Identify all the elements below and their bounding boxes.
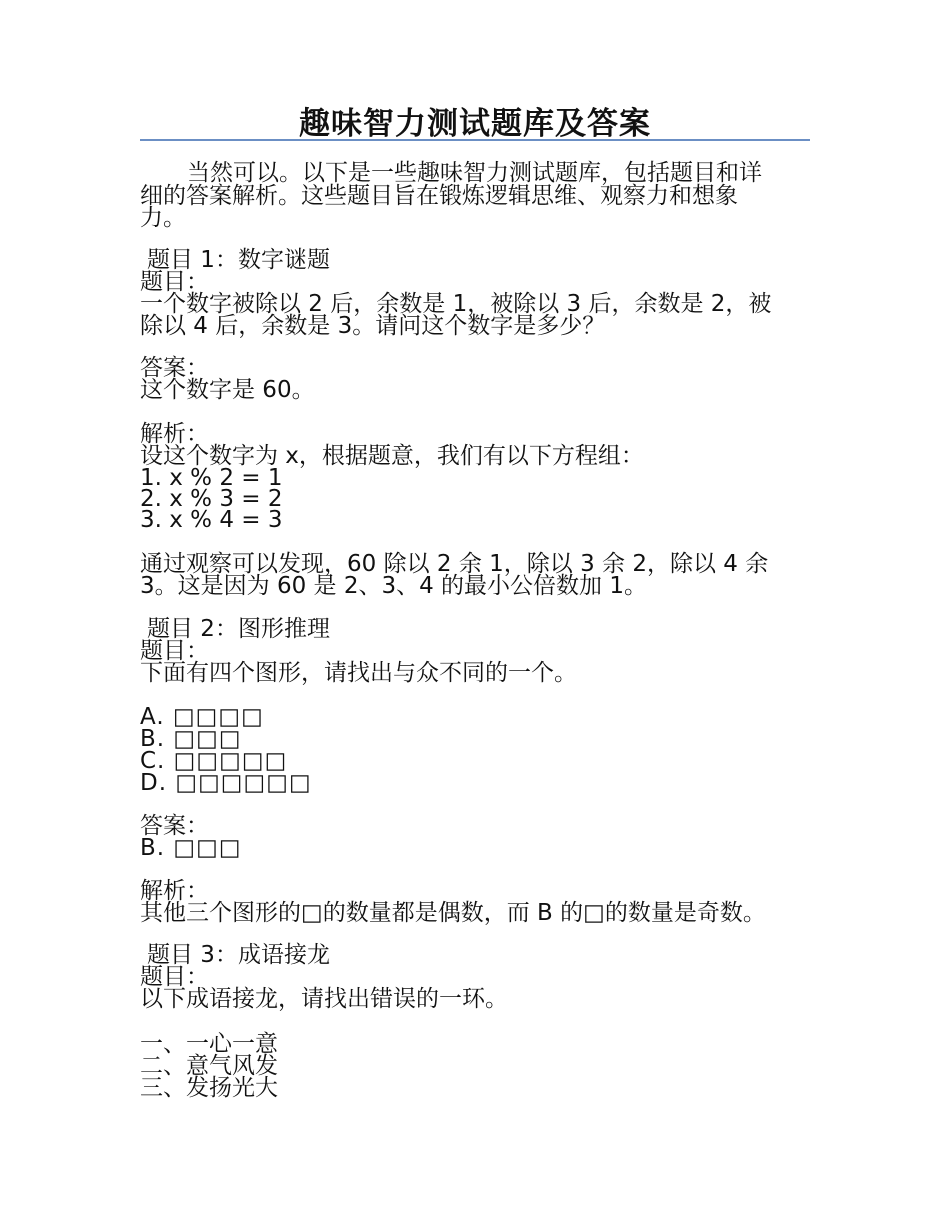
q1-question-label: 题目：	[140, 269, 209, 295]
q2-analysis-label: 解析：	[140, 878, 209, 904]
q3-question-label: 题目：	[140, 964, 209, 990]
q2-analysis: 其他三个图形的□的数量都是偶数，而 B 的□的数量是奇数。	[140, 900, 766, 926]
q2-answer: B. □□□	[140, 835, 242, 861]
q2-question: 下面有四个图形，请找出与众不同的一个。	[140, 660, 577, 686]
q2-option-c: C. □□□□□	[140, 748, 288, 774]
q3-heading: 题目 3：成语接龙	[147, 942, 330, 968]
q1-equation-2: 2. x % 3 = 2	[140, 486, 283, 512]
q1-answer-label: 答案：	[140, 355, 209, 381]
q1-answer: 这个数字是 60。	[140, 377, 315, 403]
intro-line-3: 力。	[140, 205, 186, 231]
q3-item-2: 二、意气风发	[140, 1053, 278, 1079]
q1-question-line-1: 一个数字被除以 2 后，余数是 1，被除以 3 后，余数是 2，被	[140, 291, 772, 317]
title-underline	[140, 139, 810, 141]
q1-question-line-2: 除以 4 后，余数是 3。请问这个数字是多少？	[140, 313, 606, 339]
q3-item-1: 一、一心一意	[140, 1031, 278, 1057]
q2-option-a: A. □□□□	[140, 704, 264, 730]
q1-analysis-intro: 设这个数字为 x，根据题意，我们有以下方程组：	[140, 443, 644, 469]
q1-equation-3: 3. x % 4 = 3	[140, 507, 283, 533]
q2-heading: 题目 2：图形推理	[147, 616, 330, 642]
q1-heading: 题目 1：数字谜题	[147, 247, 330, 273]
q2-question-label: 题目：	[140, 638, 209, 664]
q2-option-d: D. □□□□□□	[140, 770, 312, 796]
q1-equation-1: 1. x % 2 = 1	[140, 465, 283, 491]
q2-answer-label: 答案：	[140, 813, 209, 839]
q2-option-b: B. □□□	[140, 726, 242, 752]
q1-conclusion-line-1: 通过观察可以发现，60 除以 2 余 1，除以 3 余 2，除以 4 余	[140, 551, 769, 577]
document-title: 趣味智力测试题库及答案	[299, 106, 651, 142]
q3-question: 以下成语接龙，请找出错误的一环。	[140, 986, 508, 1012]
intro-line-1: 当然可以。以下是一些趣味智力测试题库，包括题目和详	[187, 160, 762, 186]
intro-line-2: 细的答案解析。这些题目旨在锻炼逻辑思维、观察力和想象	[140, 183, 738, 209]
q1-conclusion-line-2: 3。这是因为 60 是 2、3、4 的最小公倍数加 1。	[140, 573, 647, 599]
q3-item-3: 三、发扬光大	[140, 1075, 278, 1101]
q1-analysis-label: 解析：	[140, 421, 209, 447]
